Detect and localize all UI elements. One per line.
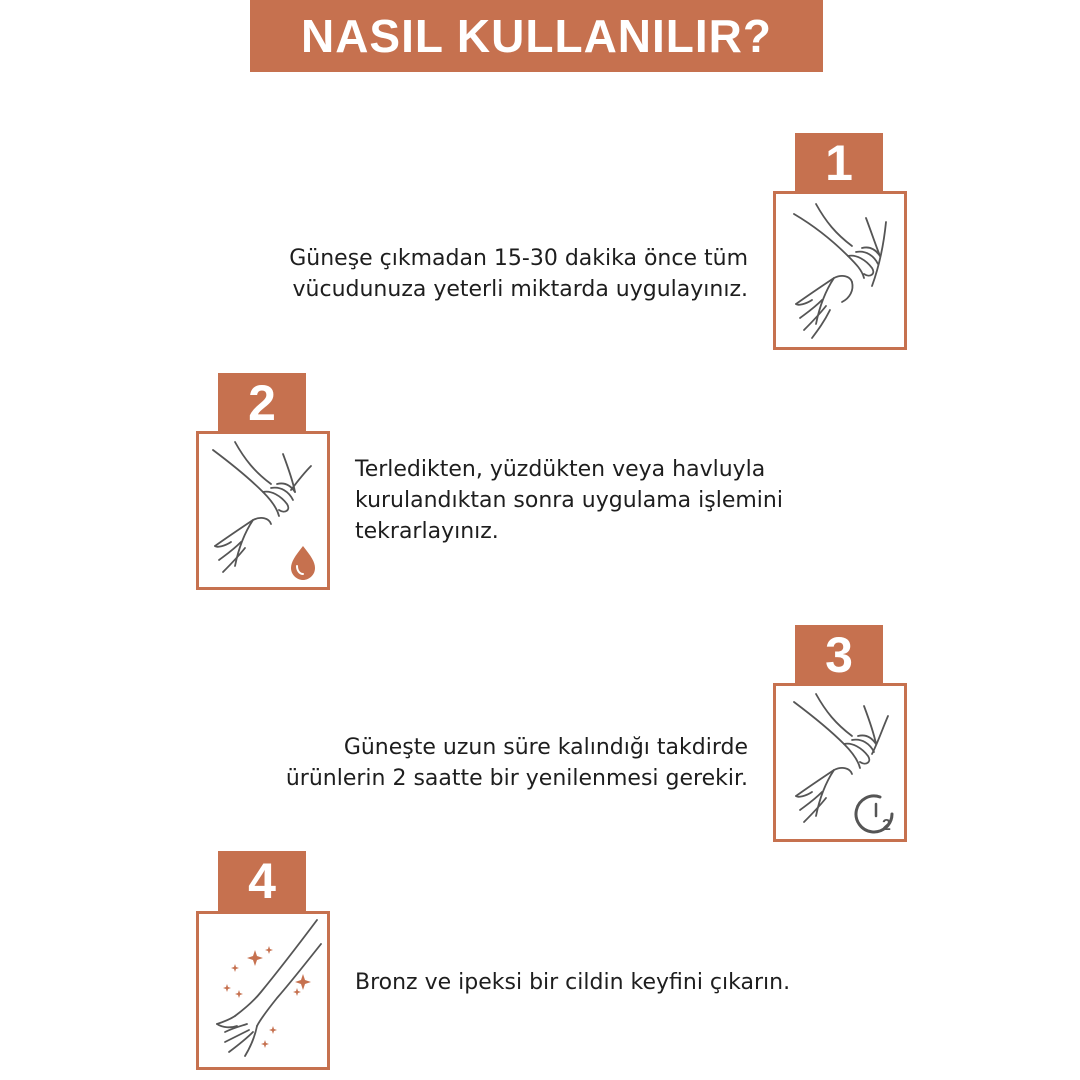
sparkle-icons	[223, 946, 311, 1048]
step-3-text	[200, 732, 748, 794]
step-4-text	[355, 967, 875, 998]
page-title: NASIL KULLANILIR?	[250, 0, 823, 72]
step-2-text-line-1: Terledikten, yüzdükten veya havluyla	[355, 457, 766, 482]
step-1-number-badge: 1	[795, 133, 883, 193]
step-1-text-line-1: Güneşe çıkmadan 15-30 dakika önce tüm	[289, 246, 748, 271]
step-3-icon-frame	[773, 683, 907, 842]
step-2-text-line-3: tekrarlayınız.	[355, 519, 499, 544]
step-3-text-line-2: ürünlerin 2 saatte bir yenilenmesi gerekir.	[285, 766, 748, 791]
step-1-icon-frame	[773, 191, 907, 350]
glowing-arm-icon	[199, 914, 327, 1067]
step-1-text	[200, 243, 748, 305]
clock-icon	[856, 796, 892, 834]
step-1-text-line-2: vücudunuza yeterli miktarda uygulayınız.	[292, 277, 748, 302]
step-4-number-badge: 4	[218, 851, 306, 911]
step-3-number-badge: 3	[795, 625, 883, 685]
step-3-text-line-1: Güneşte uzun süre kalındığı takdirde	[343, 735, 748, 760]
step-4-text-line-1: Bronz ve ipeksi bir cildin keyfini çıkarın.	[355, 970, 791, 995]
step-2-number-badge: 2	[218, 373, 306, 433]
step-2-icon-frame	[196, 431, 330, 590]
hands-with-drop-icon	[199, 434, 327, 587]
hands-with-clock-icon	[776, 686, 904, 839]
hands-applying-cream-icon	[776, 194, 904, 347]
step-2-text	[355, 454, 875, 547]
clock-hours-label: 2	[882, 817, 891, 834]
step-4-icon-frame	[196, 911, 330, 1070]
step-2-text-line-2: kurulandıktan sonra uygulama işlemini	[355, 488, 783, 513]
